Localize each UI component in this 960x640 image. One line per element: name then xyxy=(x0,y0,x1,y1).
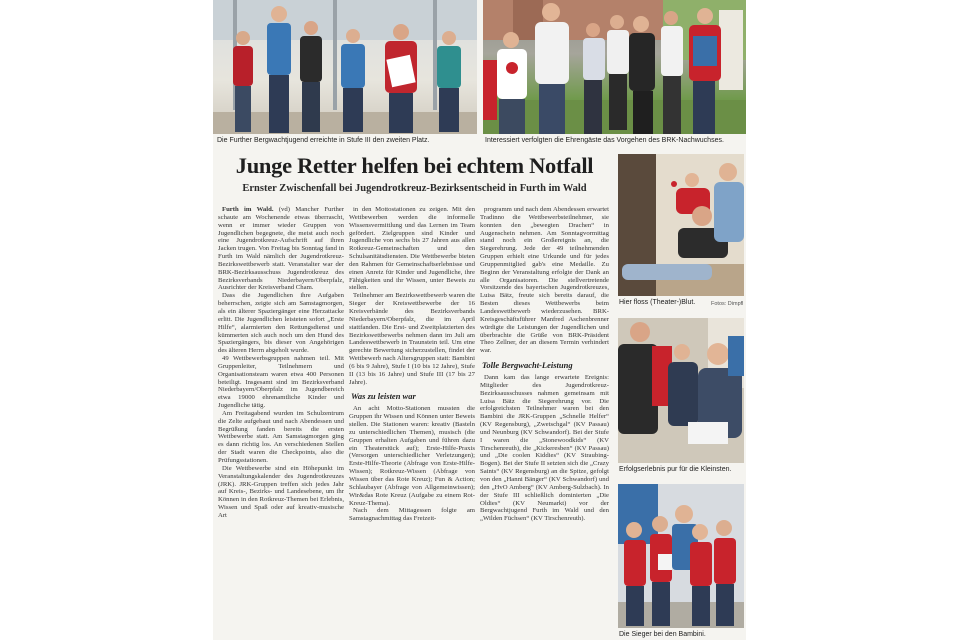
photo-theater-blood xyxy=(618,154,744,296)
section-heading: Was zu leisten war xyxy=(351,391,416,402)
article-paragraph: Nach dem Mittagessen folgte am Samstagnachmittag das Freizeit- xyxy=(349,507,475,523)
photo-kleinsten xyxy=(618,318,744,463)
article-column-3 xyxy=(480,206,609,640)
caption-photo-1: Hier floss (Theater-)Blut. xyxy=(619,299,696,306)
article-subheadline: Ernster Zwischenfall bei Jugendrotkreuz-Bezirksentscheid in Furth im Wald xyxy=(242,183,587,194)
article-column-2 xyxy=(349,206,475,640)
article-paragraph: in den Mottostationen zu zeigen. Mit den Wettbewerben werden die informelle Wissensvermittlung und das Lernen im Team gefördert. Zielgruppen sind Kinder und Jugendliche von sechs bis 27 Jahren aus allen Rotkreuz-Gemeinschaften und den Schulsanitätsdiensten. Die Wettbewerbe bieten den Rahmen für Gemeinschaftserlebnisse und einen Anreiz für Kinder und Jugendliche, ihre Fähigkeiten und ihr Wissen, unter Beweis zu stellen. xyxy=(349,206,475,292)
caption-photo-1-credit: Fotos: Dimpfl xyxy=(711,301,744,307)
photo-bergwacht-group xyxy=(213,0,477,134)
photo-bambini-winners xyxy=(618,484,744,628)
article-paragraph: Am Freitagabend wurden im Schulzentrum die Zelte aufgebaut und nach Abendessen und Begrüßung fanden bereits die ersten Wettbewerbe statt. Am Samstagmorgen ging es dann richtig los. An verschiedenen Stellen der Stadt waren die Checkpoints, also die Prüfungsstationen. xyxy=(218,409,344,464)
caption-photo-3: Die Sieger bei den Bambini. xyxy=(619,631,706,638)
photo-guests xyxy=(483,0,746,134)
article-paragraph: Dann kam das lange erwartete Ereignis: Mitglieder des Jugendrotkreuz-Bezirksausschusses nahmen gemeinsam mit Luisa Bätz die Siegerehrung vor. Die erfolgreichsten Teilnehmer waren bei den Bambini die JRK-Gruppen „Schnelle Helfer“ (KV Regensburg), „Zwetschgal“ (KV Passau) und Neunburg (KV Schwandorf). Bei der Stufe I waren die „Stonewoodkids“ (KV Tirschenreuth), die „Kickeresben“ (KV Passau) und „Die coolen Kiddies“ (KV Straubing-Bogen). Bei der Stufe II setzten sich die „Crazy Saints“ (KV Regensburg) an die Spitze, gefolgt von den „Hanni Bänger“ (KV Schwandorf) und den „HvO Amberg“ (KV Amberg-Sulzbach). In der Stufe III schließlich dominierten „Die Oldies“ (KV Neumarkt) vor der Bergwachtjugend Furth im Wald und den „Wilden Füchsen“ (KV Tirschenreuth). xyxy=(480,374,609,523)
article-headline: Junge Retter helfen bei echtem Notfall xyxy=(235,153,594,178)
article-paragraph: (vd) Mancher Further schaute am Wochenende etwas überrascht, wenn er immer wieder Gruppen von Jugendlichen begegnete, die meist auch noch eine Jugendrotkreuz-Aufschrift auf ihren Jacken trugen. Von Freitag bis Sonntag fand in Furth im Wald nämlich der Jugendrotkreuz-Bezirkswettbewerb statt. Veranstalter war der BRK-Bezirksausschuss Jugendrotkreuz des Bezirksverbands Niederbayern/Oberpfalz, Ausrichter der Kreisverband Cham. xyxy=(218,206,344,292)
newspaper-page xyxy=(213,0,746,640)
caption-top-right: Interessiert verfolgten die Ehrengäste das Vorgehen des BRK-Nachwuchses. xyxy=(485,137,724,144)
article-paragraph: An acht Motto-Stationen mussten die Gruppen ihr Wissen und Können unter Beweis stellen. Die Stationen waren: kreativ (Basteln zu unterschiedlichen Themen), musisch (die Gruppen erhalten Aufgaben und führen dazu ein Theaterstück auf); Erste-Hilfe-Praxis (Versorgen unterschiedlicher Verletzungen); Erste-Hilfe-Theorie (Abfrage von Erste-Hilfe-Wissen); Rotkreuz-Wissen (Abfrage von Wissen über das Rote Kreuz); Fun & Action; Schlaubayer (Abfrage von Allgemeinwissen); Wir&das Rote Kreuz (Aufgabe zu einem Rot-Kreuz-Thema). xyxy=(349,405,475,507)
section-heading: Tolle Bergwacht-Leistung xyxy=(482,360,573,371)
article-paragraph: Teilnehmer am Bezirkswettbewerb waren die Sieger der Kreiswettbewerbe der 16 Kreisverbände des Bezirksverbands Niederbayern/Oberpfalz, die im April stattfanden. Die Erst- und Zweitplatzierten des Bezirkswettbewerbs nehmen dann im Juli am Landeswettbewerb in Traunstein teil. Um eine gerechte Bewertung sicherzustellen, findet der Wettbewerb nach Altersgruppen statt: Bambini (6 bis 9 Jahre), Stufe I (10 bis 12 Jahre), Stufe II (13 bis 16 Jahre) und Stufe III (17 bis 27 Jahre). xyxy=(349,292,475,386)
article-paragraph: Die Wettbewerbe sind ein Höhepunkt im Veranstaltungskalender des Jugendrotkreuzes (JRK). JRK-Gruppen treffen sich jedes Jahr auf Kreis-, Bezirks- und Landesebene, um ihr Können in den Rotkreuz-Themen bei Erlebnis, Wissen und Spaß oder auf kreativ-musische Art xyxy=(218,464,344,519)
article-column-1 xyxy=(218,206,344,640)
article-paragraph: 49 Wettbewerbsgruppen nahmen teil. Mit Gruppenleiter, Teilnehmern und Organisationsteam waren etwa 400 Personen beteiligt. Insgesamt sind im Bezirksverband Niederbayern/Oberpfalz im Jugendbereich etwa 19000 ehrenamtliche Kinder und Jugendliche tätig. xyxy=(218,355,344,410)
caption-photo-2: Erfolgserlebnis pur für die Kleinsten. xyxy=(619,466,732,473)
article-dateline: Furth im Wald. xyxy=(222,206,274,213)
caption-top-left: Die Further Bergwachtjugend erreichte in Stufe III den zweiten Platz. xyxy=(217,137,430,144)
article-paragraph: programm und nach dem Abendessen erwartet Tradinno die Wettbewerbsteilnehmer, sie konnten den „bewegten Drachen“ in Augenschein nehmen. Am Sonntagvormittag stand noch ein Großereignis an, die Siegerehrung. Jede der 49 teilnehmenden Gruppen erhielt eine Urkunde und für jedes Gruppenmitglied gab's eine Medaille. Zu Beginn der Veranstaltung erfolgte der Dank an alle Organisatoren. Die stellvertretende Vorsitzende des bayerischen Jugendrotkreuzes, Luisa Bätz, freute sich bereits darauf, die Besten dieses Wettbewerbs beim Landeswettbewerb wiederzusehen. BRK-Kreisgeschäftsführer Manfred Aschenbrenner würdigte die Leistungen der Jugendlichen und überbrachte die Grüße von BRK-Präsident Theo Zellner, der an diesem Termin verhindert war. xyxy=(480,206,609,355)
article-paragraph: Dass die Jugendlichen ihre Aufgaben beherrschen, zeigte sich am Samstagmorgen, als ein älterer Spaziergänger eine Herzattacke erlitt. Die Jugendlichen leisteten sofort „Erste Hilfe“, alarmierten den Rettungsdienst und kümmerten sich auch noch um den Hund des Spaziergängers, bis dieser von Angehörigen des älteren Herrn abgeholt wurde. xyxy=(218,292,344,355)
